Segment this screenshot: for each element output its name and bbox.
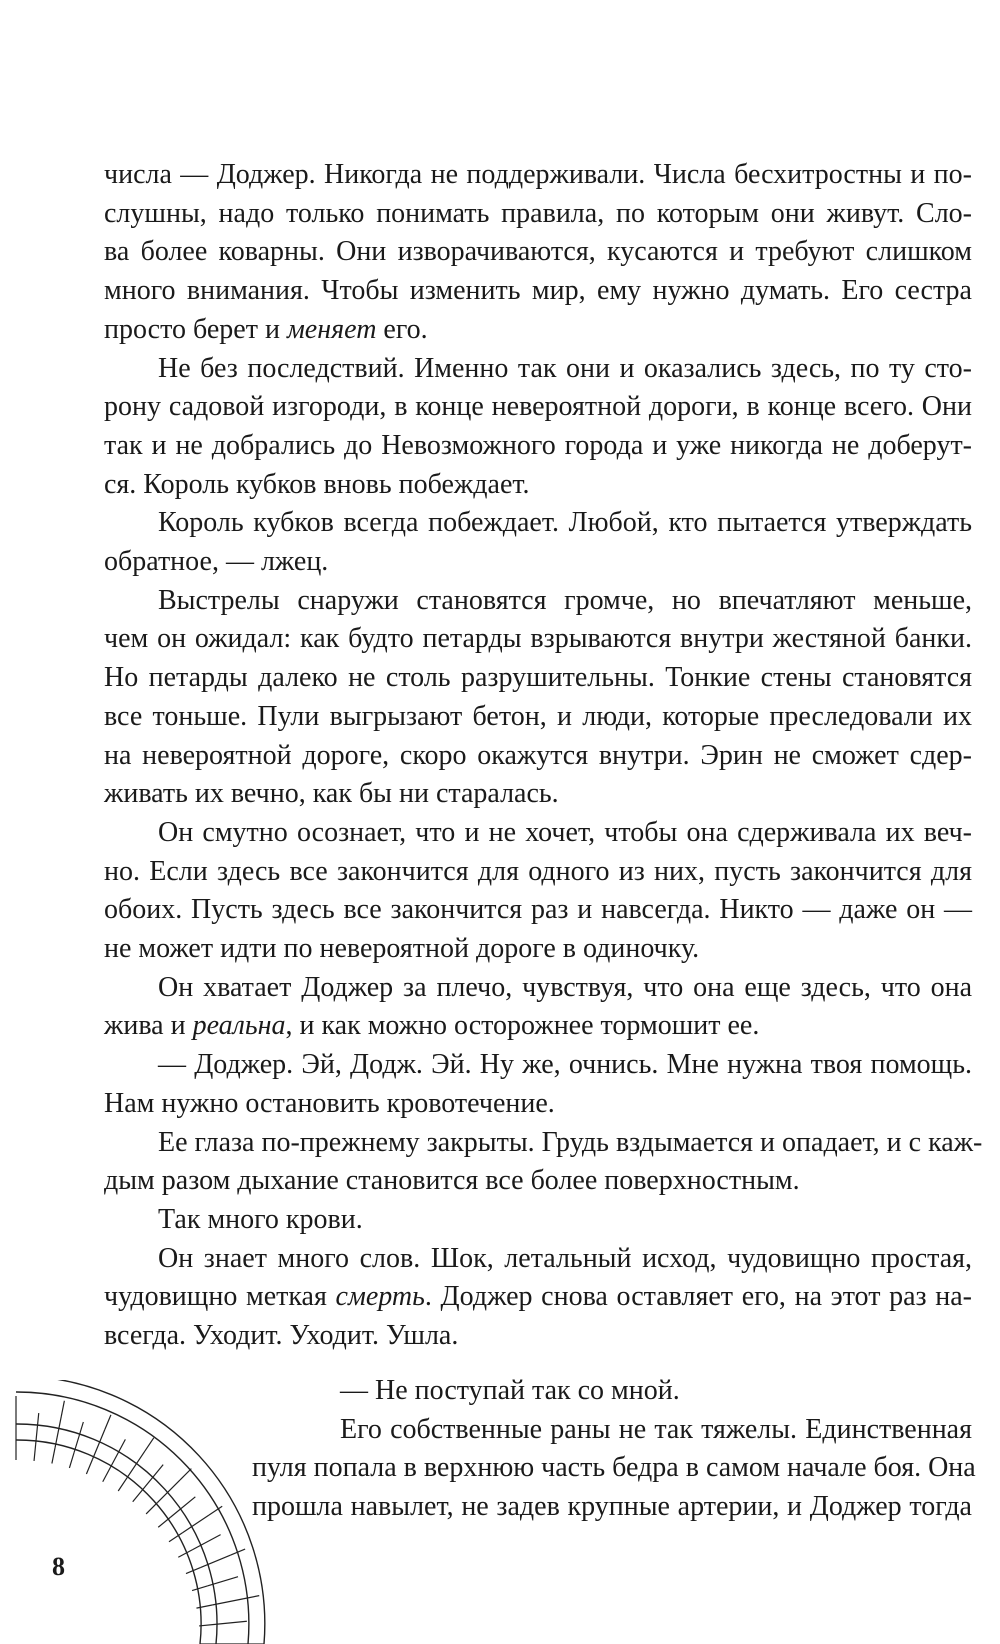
text-line: все тоньше. Пули выгрызают бетон, и люди, которые преследовали их	[104, 700, 972, 732]
text-line: обоих. Пусть здесь все закончится раз и навсегда. Никто — даже он —	[104, 894, 972, 926]
body-text	[104, 156, 983, 1356]
text-line: чудовищно меткая смерть. Доджер снова оставляет его, на этот раз на-	[104, 1281, 972, 1313]
text-line: чем он ожидал: как будто петарды взрываются внутри жестяной банки.	[104, 623, 972, 655]
lower-text	[252, 1372, 976, 1527]
paragraph-start: Его собственные раны не так тяжелы. Единственная	[340, 1413, 972, 1445]
italic-word: меняет	[286, 313, 377, 345]
paragraph-start: Он хватает Доджер за плечо, чувствуя, что она еще здесь, что она	[158, 971, 972, 1003]
text-line: прошла навылет, не задев крупные артерии, и Доджер тогда	[252, 1491, 972, 1523]
paragraph-start: Он знает много слов. Шок, летальный исход, чудовищно простая,	[158, 1242, 972, 1274]
text-line: Но петарды далеко не столь разрушительны. Тонкие стены становятся	[104, 662, 972, 694]
text-line: просто берет и меняет его.	[104, 313, 428, 345]
text-line: всегда. Уходит. Уходит. Ушла.	[104, 1320, 459, 1352]
text-line: дым разом дыхание становится все более поверхностным.	[104, 1165, 800, 1197]
text-line: на невероятной дороге, скоро окажутся внутри. Эрин не сможет сдер-	[104, 739, 972, 771]
text-line: ся. Король кубков вновь побеждает.	[104, 468, 530, 500]
text-line: Нам нужно остановить кровотечение.	[104, 1087, 555, 1119]
text-line: ва более коварны. Они изворачиваются, кусаются и требуют слишком	[104, 236, 972, 268]
text-line: не может идти по невероятной дороге в одиночку.	[104, 933, 700, 965]
dialogue-line: — Не поступай так со мной.	[340, 1375, 680, 1406]
paragraph-start: Он смутно осознает, что и не хочет, чтобы она сдерживала их веч-	[158, 816, 972, 848]
text-line: много внимания. Чтобы изменить мир, ему нужно думать. Его сестра	[104, 275, 972, 307]
text-line: рону садовой изгороди, в конце невероятной дороги, в конце всего. Они	[104, 391, 972, 423]
text-line: так и не добрались до Невозможного города и уже никогда не доберут-	[104, 429, 972, 461]
text-line: но. Если здесь все закончится для одного из них, пусть закончится для	[104, 855, 972, 887]
paragraph-start: Не без последствий. Именно так они и оказались здесь, по ту сто-	[158, 352, 972, 384]
page-number: 8	[52, 1552, 65, 1581]
italic-word: реальна	[192, 1010, 286, 1042]
paragraph-start: Выстрелы снаружи становятся громче, но впечатляют меньше,	[158, 584, 972, 616]
text-line: жива и реальна, и как можно осторожнее тормошит ее.	[104, 1010, 760, 1042]
text-line: живать их вечно, как бы ни старалась.	[104, 778, 559, 810]
dialogue-line: — Доджер. Эй, Додж. Эй. Ну же, очнись. Мне нужна твоя помощь.	[158, 1049, 972, 1081]
paragraph-start: Так много крови.	[158, 1203, 363, 1235]
paragraph-start: Ее глаза по-прежнему закрыты. Грудь вздымается и опадает, и с каж-	[158, 1126, 983, 1158]
text-line: пуля попала в верхнюю часть бедра в самом начале боя. Она	[252, 1452, 976, 1484]
arch-ornament	[0, 1380, 280, 1644]
text-line: обратное, — лжец.	[104, 546, 329, 578]
paragraph-start: Король кубков всегда побеждает. Любой, кто пытается утверждать	[158, 507, 972, 539]
text-line: слушны, надо только понимать правила, по которым они живут. Сло-	[104, 197, 972, 229]
italic-word: смерть	[335, 1281, 425, 1313]
text-line: числа — Доджер. Никогда не поддерживали. Числа бесхитростны и по-	[104, 159, 972, 190]
